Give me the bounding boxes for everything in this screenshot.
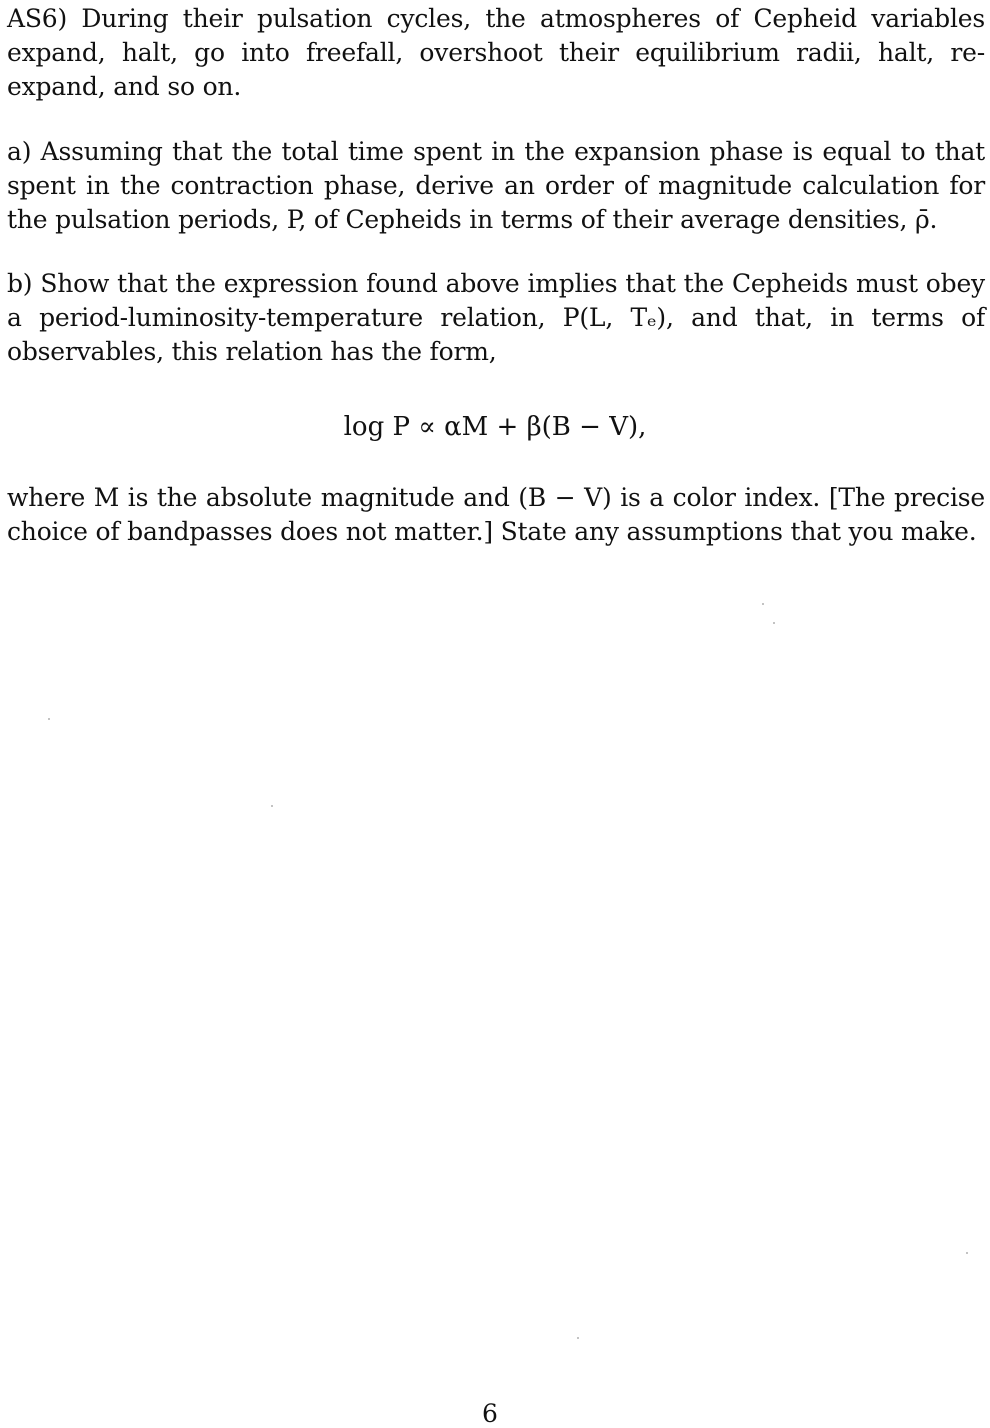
page-number: 6: [482, 1399, 498, 1428]
scan-speck: [966, 1252, 968, 1254]
scan-speck: [577, 1337, 579, 1339]
problem-intro: AS6) During their pulsation cycles, the atmospheres of Cepheid variables expand, halt, go into freefall, overshoot their equilibrium radii, halt, re-expand, and so on.: [7, 4, 985, 101]
scan-speck: [762, 603, 764, 605]
scan-speck: [773, 622, 775, 624]
scan-speck: [48, 718, 50, 720]
scan-speck: [271, 805, 273, 807]
period-relation-formula: log P ∝ αM + β(B − V),: [343, 412, 647, 442]
problem-after-formula: where M is the absolute magnitude and (B − V) is a color index. [The precise choice of bandpasses does not matter.] State any assumptions that you make.: [7, 483, 985, 546]
problem-part-b: b) Show that the expression found above implies that the Cepheids must obey a period-luminosity-temperature relation, P(L, Tₑ), and that, in terms of observables, this relation has the form,: [7, 269, 985, 366]
problem-part-a: a) Assuming that the total time spent in the expansion phase is equal to that spent in the contraction phase, derive an order of magnitude calculation for the pulsation periods, P, of Cepheids in terms of their average densities, ρ̄.: [7, 137, 985, 234]
